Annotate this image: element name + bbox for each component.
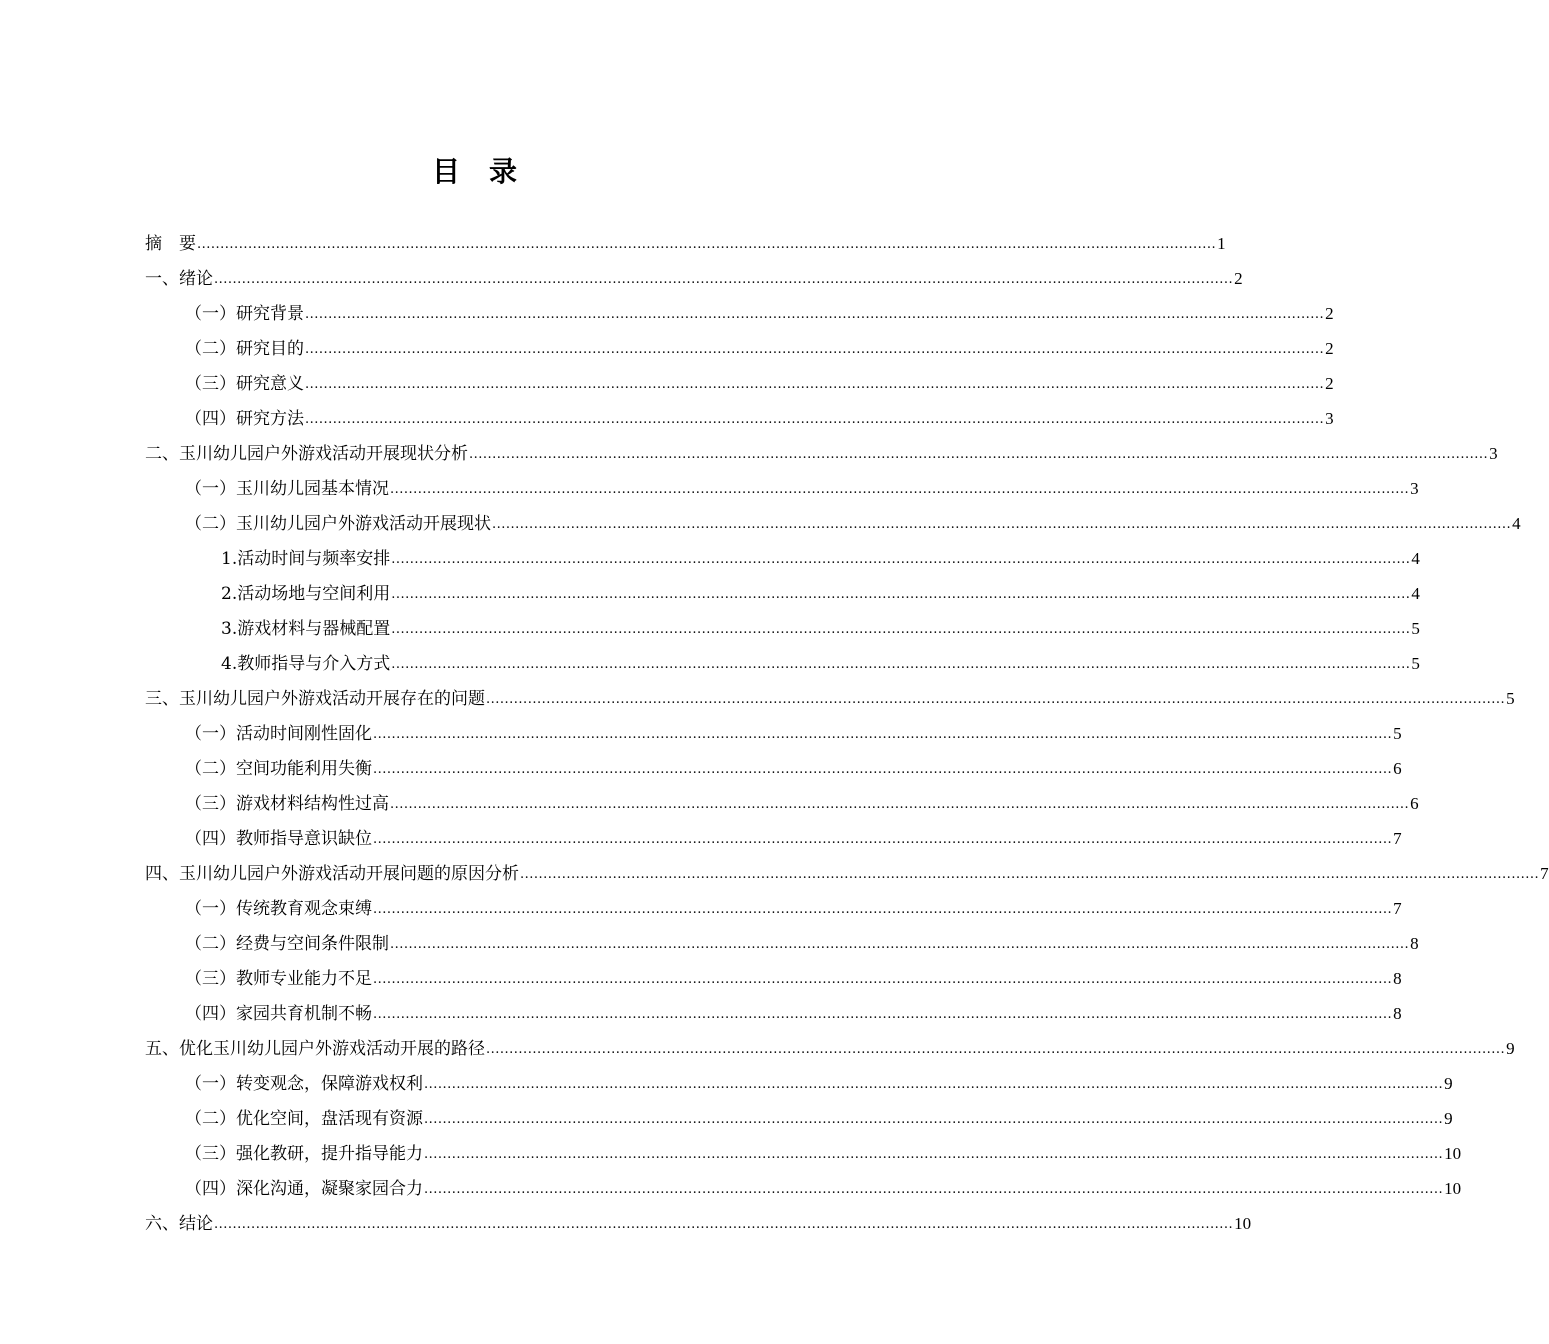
toc-leader-dots: ............................................................................................................................................................................................................................ — [391, 622, 1411, 637]
toc-entry-page-number: 8 — [1393, 969, 1402, 988]
toc-entry-page-number: 2 — [1234, 269, 1243, 288]
toc-entry-page-number: 5 — [1393, 724, 1402, 743]
toc-entry-page-number: 9 — [1444, 1074, 1453, 1093]
toc-leader-dots: ............................................................................................................................................................................................................................ — [492, 517, 1512, 532]
toc-entry-label: （四）深化沟通，凝聚家园合力 — [185, 1179, 423, 1199]
toc-entry-label: （二）玉川幼儿园户外游戏活动开展现状 — [185, 514, 491, 534]
toc-entry-label: （四）家园共育机制不畅 — [185, 1004, 372, 1024]
toc-entry-label: （一）活动时间刚性固化 — [185, 724, 372, 744]
toc-entry[interactable] — [145, 640, 1420, 675]
toc-entry[interactable] — [145, 255, 1243, 290]
toc-entry-page-number: 8 — [1393, 1004, 1402, 1023]
toc-entry[interactable] — [145, 465, 1419, 500]
toc-entry-label: （一）传统教育观念束缚 — [185, 899, 372, 919]
toc-entry-label: 四、玉川幼儿园户外游戏活动开展问题的原因分析 — [145, 864, 519, 884]
toc-entry-label: （二）空间功能利用失衡 — [185, 759, 372, 779]
toc-entry-label: 3.游戏材料与器械配置 — [221, 619, 391, 639]
toc-leader-dots: ............................................................................................................................................................................................................................ — [390, 797, 1410, 812]
toc-entry-page-number: 10 — [1234, 1214, 1252, 1233]
toc-leader-dots: ............................................................................................................................................................................................................................ — [373, 727, 1393, 742]
toc-entry[interactable] — [145, 1200, 1252, 1235]
toc-entry-label: （二）优化空间，盘活现有资源 — [185, 1109, 423, 1129]
toc-entry-label: 六、结论 — [145, 1214, 213, 1234]
toc-entry-page-number: 8 — [1410, 934, 1419, 953]
toc-entry[interactable] — [145, 290, 1334, 325]
toc-entry-label: 2.活动场地与空间利用 — [221, 584, 391, 604]
toc-leader-dots: ............................................................................................................................................................................................................................ — [373, 902, 1393, 917]
toc-entry-page-number: 10 — [1444, 1144, 1462, 1163]
toc-entry-label: （一）转变观念，保障游戏权利 — [185, 1074, 423, 1094]
toc-leader-dots: ............................................................................................................................................................................................................................ — [214, 272, 1234, 287]
toc-entry-label: （一）玉川幼儿园基本情况 — [185, 479, 389, 499]
toc-entry-page-number: 7 — [1393, 899, 1402, 918]
toc-leader-dots: ............................................................................................................................................................................................................................ — [424, 1147, 1444, 1162]
toc-leader-dots: ............................................................................................................................................................................................................................ — [373, 832, 1393, 847]
table-of-contents — [145, 220, 1549, 1235]
toc-entry[interactable] — [145, 605, 1420, 640]
toc-entry[interactable] — [145, 500, 1521, 535]
toc-leader-dots: ............................................................................................................................................................................................................................ — [391, 587, 1411, 602]
toc-entry[interactable] — [145, 360, 1334, 395]
toc-leader-dots: ............................................................................................................................................................................................................................ — [486, 692, 1506, 707]
toc-leader-dots: ............................................................................................................................................................................................................................ — [305, 377, 1325, 392]
toc-entry-label: （二）研究目的 — [185, 339, 304, 359]
toc-entry-label: 1.活动时间与频率安排 — [221, 549, 391, 569]
toc-entry[interactable] — [145, 675, 1515, 710]
toc-leader-dots: ............................................................................................................................................................................................................................ — [486, 1042, 1506, 1057]
toc-title-char-2: 录 — [489, 155, 519, 188]
toc-leader-dots: ............................................................................................................................................................................................................................ — [305, 412, 1325, 427]
toc-entry-page-number: 10 — [1444, 1179, 1462, 1198]
toc-leader-dots: ............................................................................................................................................................................................................................ — [391, 657, 1411, 672]
toc-entry-page-number: 4 — [1512, 514, 1521, 533]
toc-title-char-1: 目 — [431, 155, 461, 188]
toc-leader-dots: ............................................................................................................................................................................................................................ — [424, 1182, 1444, 1197]
toc-entry[interactable] — [145, 955, 1402, 990]
toc-entry-label: 五、优化玉川幼儿园户外游戏活动开展的路径 — [145, 1039, 485, 1059]
toc-entry-page-number: 6 — [1410, 794, 1419, 813]
toc-entry-page-number: 3 — [1410, 479, 1419, 498]
toc-entry-label: 二、玉川幼儿园户外游戏活动开展现状分析 — [145, 444, 468, 464]
toc-leader-dots: ............................................................................................................................................................................................................................ — [305, 342, 1325, 357]
toc-entry[interactable] — [145, 1165, 1462, 1200]
toc-entry-label: 三、玉川幼儿园户外游戏活动开展存在的问题 — [145, 689, 485, 709]
toc-leader-dots: ............................................................................................................................................................................................................................ — [424, 1112, 1444, 1127]
toc-entry-page-number: 7 — [1393, 829, 1402, 848]
toc-leader-dots: ............................................................................................................................................................................................................................ — [305, 307, 1325, 322]
toc-entry[interactable] — [145, 395, 1334, 430]
toc-entry-label: （三）研究意义 — [185, 374, 304, 394]
toc-entry[interactable] — [145, 570, 1420, 605]
toc-entry-label: （一）研究背景 — [185, 304, 304, 324]
toc-leader-dots: ............................................................................................................................................................................................................................ — [373, 972, 1393, 987]
toc-entry-page-number: 9 — [1506, 1039, 1515, 1058]
toc-entry-page-number: 2 — [1325, 304, 1334, 323]
toc-leader-dots: ............................................................................................................................................................................................................................ — [373, 1007, 1393, 1022]
toc-entry[interactable] — [145, 815, 1402, 850]
toc-entry[interactable] — [145, 325, 1334, 360]
toc-entry-label: 一、绪论 — [145, 269, 213, 289]
toc-leader-dots: ............................................................................................................................................................................................................................ — [424, 1077, 1444, 1092]
toc-entry-page-number: 3 — [1489, 444, 1498, 463]
toc-entry-page-number: 1 — [1217, 234, 1226, 253]
toc-entry-label: （四）研究方法 — [185, 409, 304, 429]
toc-entry[interactable] — [145, 220, 1226, 255]
toc-entry[interactable] — [145, 430, 1498, 465]
toc-leader-dots: ............................................................................................................................................................................................................................ — [390, 937, 1410, 952]
toc-leader-dots: ............................................................................................................................................................................................................................ — [197, 237, 1217, 252]
toc-entry-page-number: 2 — [1325, 339, 1334, 358]
toc-entry[interactable] — [145, 710, 1402, 745]
toc-entry[interactable] — [145, 885, 1402, 920]
toc-leader-dots: ............................................................................................................................................................................................................................ — [390, 482, 1410, 497]
toc-entry[interactable] — [145, 920, 1419, 955]
toc-leader-dots: ............................................................................................................................................................................................................................ — [373, 762, 1393, 777]
toc-leader-dots: ............................................................................................................................................................................................................................ — [391, 552, 1411, 567]
toc-entry[interactable] — [145, 1060, 1453, 1095]
toc-entry-label: 摘 要 — [145, 234, 196, 254]
toc-entry[interactable] — [145, 780, 1419, 815]
toc-entry-page-number: 5 — [1411, 654, 1420, 673]
toc-entry-label: （四）教师指导意识缺位 — [185, 829, 372, 849]
toc-entry-page-number: 5 — [1411, 619, 1420, 638]
toc-entry-page-number: 3 — [1325, 409, 1334, 428]
toc-leader-dots: ............................................................................................................................................................................................................................ — [214, 1217, 1234, 1232]
toc-entry[interactable] — [145, 990, 1402, 1025]
toc-entry-label: （三）强化教研，提升指导能力 — [185, 1144, 423, 1164]
toc-leader-dots: ............................................................................................................................................................................................................................ — [469, 447, 1489, 462]
toc-entry-label: （三）教师专业能力不足 — [185, 969, 372, 989]
toc-entry[interactable] — [145, 1095, 1453, 1130]
toc-entry-label: （三）游戏材料结构性过高 — [185, 794, 389, 814]
toc-title — [0, 150, 950, 194]
toc-entry[interactable] — [145, 535, 1420, 570]
toc-entry-page-number: 7 — [1540, 864, 1549, 883]
toc-leader-dots: ............................................................................................................................................................................................................................ — [520, 867, 1540, 882]
toc-entry[interactable] — [145, 1130, 1462, 1165]
toc-entry-page-number: 2 — [1325, 374, 1334, 393]
toc-entry-label: 4.教师指导与介入方式 — [221, 654, 391, 674]
toc-entry-label: （二）经费与空间条件限制 — [185, 934, 389, 954]
toc-entry[interactable] — [145, 850, 1549, 885]
toc-entry[interactable] — [145, 745, 1402, 780]
toc-entry-page-number: 4 — [1411, 549, 1420, 568]
toc-entry-page-number: 9 — [1444, 1109, 1453, 1128]
toc-entry[interactable] — [145, 1025, 1515, 1060]
toc-entry-page-number: 5 — [1506, 689, 1515, 708]
toc-entry-page-number: 6 — [1393, 759, 1402, 778]
toc-entry-page-number: 4 — [1411, 584, 1420, 603]
